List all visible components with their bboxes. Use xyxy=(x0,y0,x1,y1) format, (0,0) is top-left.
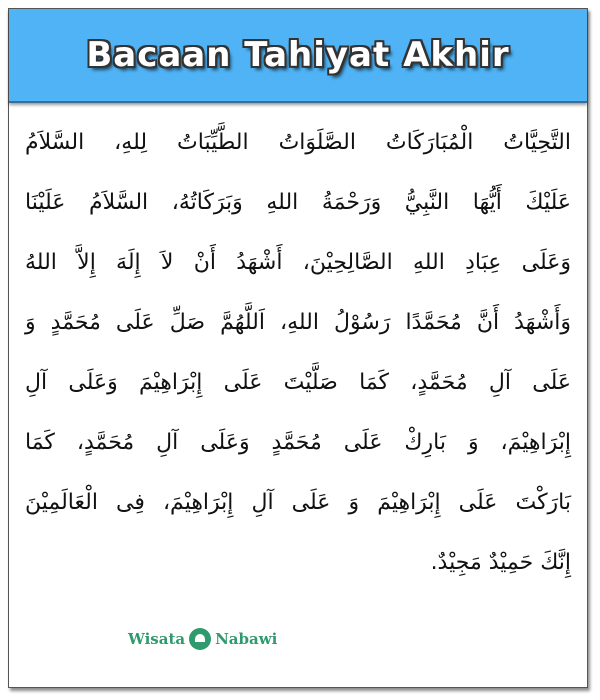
logo-text-right: Nabawi xyxy=(215,630,278,648)
prayer-line: بَارَكْتَ عَلَى إِبْرَاهِيْمَ وَ عَلَى آلِ إِبْرَاهِيْمَ، فِى الْعَالَمِيْنَ xyxy=(25,490,571,515)
header-banner xyxy=(9,9,587,103)
watermark-logo xyxy=(128,628,277,650)
prayer-line: إِنَّكَ حَمِيْدٌ مَجِيْدٌ. xyxy=(430,550,571,575)
prayer-line: عَلَيْكَ أَيُّهَا النَّبِيُّ وَرَحْمَةُ اللهِ وَبَرَكَاتُهُ، السَّلاَمُ عَلَيْنَا xyxy=(25,190,571,215)
mosque-icon xyxy=(189,628,211,650)
prayer-line: إِبْرَاهِيْمَ، وَ بَارِكْ عَلَى مُحَمَّدٍ وَعَلَى آلِ مُحَمَّدٍ، كَمَا xyxy=(25,430,571,455)
page-title: Bacaan Tahiyat Akhir xyxy=(86,35,510,75)
prayer-card xyxy=(8,8,588,688)
prayer-line: عَلَى آلِ مُحَمَّدٍ، كَمَا صَلَّيْتَ عَلَى إِبْرَاهِيْمَ وَعَلَى آلِ xyxy=(25,370,571,395)
logo-text-left: Wisata xyxy=(128,630,186,648)
prayer-line: التَّحِيَّاتُ الْمُبَارَكَاتُ الصَّلَوَاتُ الطَّيِّبَاتُ لِلهِ، السَّلاَمُ xyxy=(25,130,571,155)
prayer-line: وَعَلَى عِبَادِ اللهِ الصَّالِحِيْنَ، أَشْهَدُ أَنْ لاَ إِلَهَ إِلاَّ اللهُ xyxy=(25,250,571,275)
prayer-line: وَأَشْهَدُ أَنَّ مُحَمَّدًا رَسُوْلُ اللهِ، اَللَّهُمَّ صَلِّ عَلَى مُحَمَّدٍ وَ xyxy=(25,310,571,335)
prayer-text xyxy=(25,113,571,593)
